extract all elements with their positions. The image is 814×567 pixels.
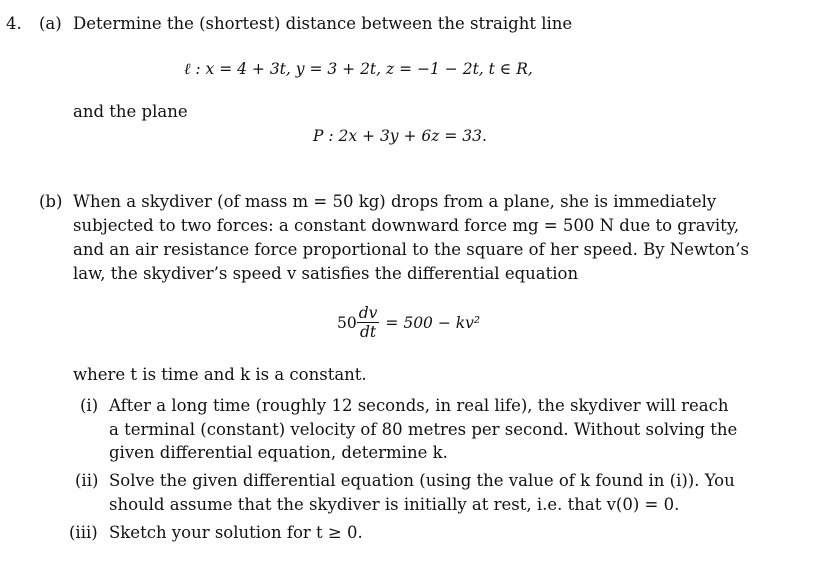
part-i-line-2: a terminal (constant) velocity of 80 metres per second. Without solving the: [109, 420, 738, 439]
part-b-line-3: and an air resistance force proportional to the square of her speed. By Newton’s: [73, 240, 750, 259]
derivative-fraction: [357, 304, 380, 341]
part-b-line-1: When a skydiver (of mass m = 50 kg) drops from a plane, she is immediately: [73, 192, 717, 211]
part-iii-line-1: Sketch your solution for t ≥ 0.: [109, 523, 363, 542]
part-i-label: (i): [80, 396, 99, 415]
derivative-numerator: dv: [358, 304, 378, 322]
de-coefficient: 50: [337, 313, 357, 332]
part-ii-line-1: Solve the given differential equation (using the value of k found in (i)). You: [109, 471, 735, 490]
part-b-label: (b): [39, 192, 63, 211]
line-equation: ℓ : x = 4 + 3t, y = 3 + 2t, z = −1 − 2t, t ∈ R,: [184, 60, 533, 78]
part-a-prompt: Determine the (shortest) distance between the straight line: [73, 14, 573, 33]
part-b-line-2: subjected to two forces: a constant downward force mg = 500 N due to gravity,: [73, 216, 740, 235]
part-b-line-4: law, the skydiver’s speed v satisfies the differential equation: [73, 264, 579, 283]
part-ii-label: (ii): [75, 471, 99, 490]
plane-equation: P : 2x + 3y + 6z = 33.: [313, 127, 487, 145]
derivative-denominator: dt: [360, 323, 377, 341]
part-ii-line-2: should assume that the skydiver is initially at rest, i.e. that v(0) = 0.: [109, 495, 680, 514]
part-a-label: (a): [39, 14, 62, 33]
differential-equation: [337, 304, 480, 341]
question-number: 4.: [6, 14, 22, 33]
part-i-line-1: After a long time (roughly 12 seconds, in real life), the skydiver will reach: [109, 396, 729, 415]
where-text: where t is time and k is a constant.: [73, 365, 367, 384]
part-iii-label: (iii): [69, 523, 98, 542]
part-i-line-3: given differential equation, determine k.: [109, 443, 448, 462]
de-right-side: = 500 − kv²: [385, 313, 481, 332]
and-plane-text: and the plane: [73, 102, 188, 121]
